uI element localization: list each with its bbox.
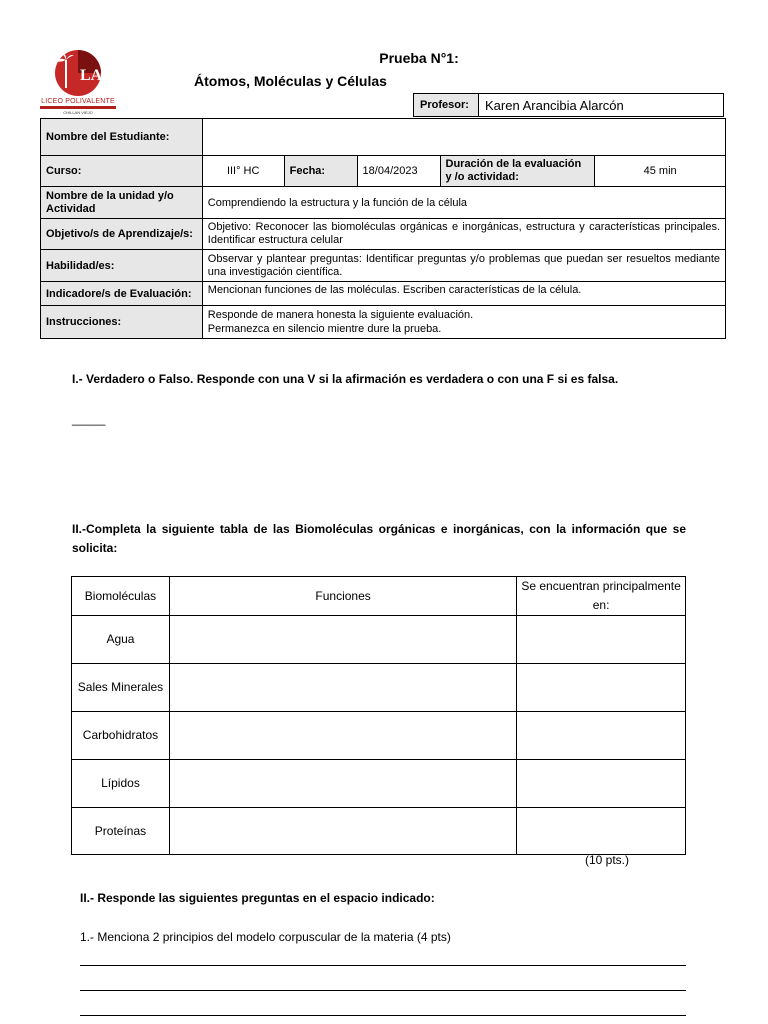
section-2-heading: II.-Completa la siguiente tabla de las Biomoléculas orgánicas e inorgánicas, con la información que se solicita: — [72, 522, 686, 555]
question-1: 1.- Menciona 2 principios del modelo corpuscular de la materia (4 pts) — [80, 930, 451, 944]
professor-name: Karen Arancibia Alarcón — [479, 94, 724, 117]
location-cell[interactable] — [517, 616, 686, 664]
unit-label: Nombre de la unidad y/o Actividad — [41, 187, 203, 219]
indicator-label: Indicadore/s de Evaluación: — [41, 282, 203, 306]
duration-value: 45 min — [595, 156, 726, 187]
section-1-heading: I.- Verdadero o Falso. Responde con una V si la afirmación es verdadera o con una F si es falsa. — [72, 372, 619, 386]
functions-cell[interactable] — [169, 760, 516, 808]
biomolecules-table — [71, 576, 686, 855]
instructions-label: Instrucciones: — [41, 306, 203, 339]
location-cell[interactable] — [517, 664, 686, 712]
table-row — [72, 712, 686, 760]
indicator-value: Mencionan funciones de las moléculas. Escriben características de la célula. — [202, 282, 725, 306]
col-header-biomolecules: Biomoléculas — [72, 577, 170, 616]
professor-label: Profesor: — [414, 94, 479, 117]
course-label: Curso: — [41, 156, 203, 187]
unit-value: Comprendiendo la estructura y la función de la célula — [202, 187, 725, 219]
functions-cell[interactable] — [169, 616, 516, 664]
objective-value: Objetivo: Reconocer las biomoléculas orgánicas e inorgánicas, estructura y características principales. Identificar estructura celular — [202, 219, 725, 250]
logo-stripe — [40, 106, 116, 109]
school-name: LICEO POLIVALENTE — [41, 98, 115, 105]
answer-blank[interactable]: _____ — [72, 412, 106, 426]
row-label-lipidos: Lípidos — [72, 760, 170, 808]
skill-label: Habilidad/es: — [41, 250, 203, 282]
student-info-table — [40, 118, 726, 339]
svg-text:LA: LA — [80, 67, 103, 84]
date-label: Fecha: — [284, 156, 357, 187]
page-subtitle: Átomos, Moléculas y Células — [194, 73, 387, 89]
table-row — [72, 664, 686, 712]
section-3-heading: II.- Responde las siguientes preguntas en el espacio indicado: — [80, 891, 435, 905]
col-header-location: Se encuentran principalmente en: — [517, 577, 686, 616]
functions-cell[interactable] — [169, 712, 516, 760]
duration-label: Duración de la evaluación y /o actividad: — [440, 156, 595, 187]
answer-line-2[interactable] — [80, 990, 686, 991]
row-label-sales: Sales Minerales — [72, 664, 170, 712]
professor-table — [413, 93, 724, 117]
table-row — [72, 616, 686, 664]
location-cell[interactable] — [517, 760, 686, 808]
date-value: 18/04/2023 — [357, 156, 440, 187]
location-cell[interactable] — [517, 808, 686, 855]
row-label-agua: Agua — [72, 616, 170, 664]
location-cell[interactable] — [517, 712, 686, 760]
page-title: Prueba N°1: — [379, 50, 459, 66]
answer-line-1[interactable] — [80, 965, 686, 966]
functions-cell[interactable] — [169, 808, 516, 855]
functions-cell[interactable] — [169, 664, 516, 712]
section-2-points: (10 pts.) — [585, 853, 630, 867]
school-sub: CHILLAN VIEJO — [63, 110, 93, 115]
course-value: III° HC — [202, 156, 284, 187]
table-row — [72, 808, 686, 855]
student-name-label: Nombre del Estudiante: — [41, 119, 203, 156]
row-label-proteinas: Proteínas — [72, 808, 170, 855]
table-row — [72, 760, 686, 808]
instructions-value — [202, 306, 725, 339]
col-header-functions: Funciones — [169, 577, 516, 616]
instructions-line-2: Permanezca en silencio mientre dure la prueba. — [207, 323, 442, 335]
objective-label: Objetivo/s de Aprendizaje/s: — [41, 219, 203, 250]
student-name-field[interactable] — [202, 119, 725, 156]
answer-line-3[interactable] — [80, 1015, 686, 1016]
instructions-line-1: Responde de manera honesta la siguiente evaluación. — [207, 309, 474, 321]
row-label-carbohidratos: Carbohidratos — [72, 712, 170, 760]
skill-value: Observar y plantear preguntas: Identificar preguntas y/o problemas que puedan ser resueltos mediante una investigación científica. — [202, 250, 725, 282]
